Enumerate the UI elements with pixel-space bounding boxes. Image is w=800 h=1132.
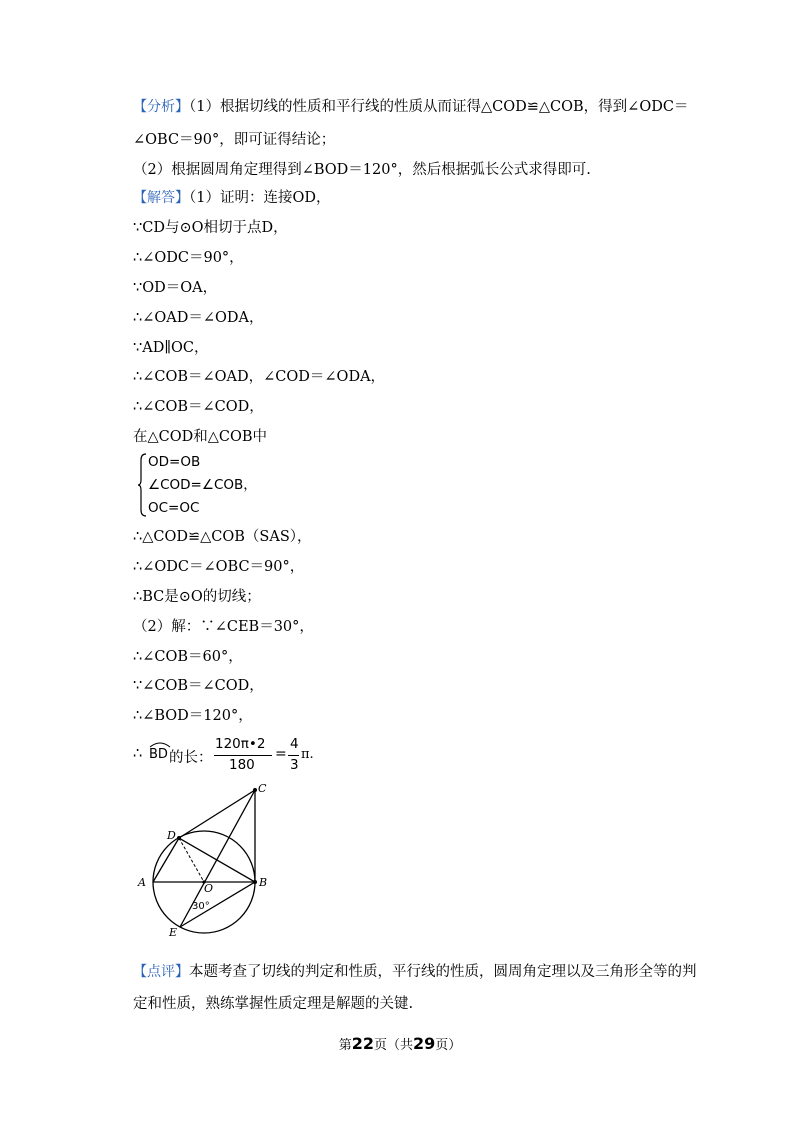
label-angle-30: 30°: [192, 901, 210, 912]
therefore-symbol: ∴: [133, 746, 143, 762]
label-e: E: [169, 926, 178, 939]
footer-pre: 第: [338, 1038, 352, 1053]
solution-line: ∵AD∥OC，: [133, 340, 209, 356]
analysis-line-2: ∠OBC＝90°，即可证得结论；: [133, 132, 336, 148]
analysis-line-1: [133, 97, 688, 117]
solution-line: ∴∠ODC＝∠OBC＝90°，: [133, 559, 305, 575]
solution-line: ∴∠COB＝60°，: [133, 649, 243, 665]
footer-mid: 页（共: [373, 1038, 413, 1053]
system-row-3: OC=OC: [148, 500, 200, 516]
label-c: C: [258, 782, 267, 795]
footer-total-pages: 29: [413, 1034, 436, 1053]
arc-suffix: 的长：: [169, 750, 213, 766]
arc-length-formula: [133, 738, 373, 774]
solution-first-text: （1）证明：连接OD，: [189, 190, 331, 206]
solution-tag: 【解答】: [133, 190, 189, 206]
analysis-text-1: （1）根据切线的性质和平行线的性质从而证得△COD≌△COB，得到∠ODC＝: [189, 99, 689, 115]
solution-line: ∴∠OAD＝∠ODA，: [133, 310, 264, 326]
solution-line: ∵OD＝OA，: [133, 280, 218, 296]
label-b: B: [259, 876, 268, 889]
page-footer: [0, 1034, 800, 1053]
segment-ad: [153, 838, 179, 882]
equals-sign: =: [275, 746, 287, 762]
solution-line: ∴∠COB＝∠COD，: [133, 399, 264, 415]
solution-line: ∴△COD≌△COB（SAS），: [133, 529, 312, 545]
brace-icon: [138, 452, 148, 518]
footer-post: 页）: [435, 1038, 462, 1053]
comment-line-1: [133, 962, 697, 982]
point-c: [253, 788, 257, 792]
solution-line: ∴∠BOD＝120°，: [133, 708, 253, 724]
system-row-1: OD=OB: [148, 454, 201, 470]
label-o: O: [204, 882, 214, 895]
comment-tag: 【点评】: [133, 964, 189, 980]
solution-line: 在△COD和△COB中: [133, 429, 268, 445]
solution-line: ∴∠COB＝∠OAD，∠COD＝∠ODA，: [133, 369, 386, 385]
solution-line: ∴BC是⊙O的切线；: [133, 589, 261, 605]
pi-tail: π.: [301, 747, 314, 762]
solution-line-first: [133, 188, 331, 208]
segment-cd: [179, 790, 255, 838]
footer-page-number: 22: [351, 1034, 374, 1053]
arc-label: BD: [149, 747, 168, 762]
geometry-figure: [133, 772, 273, 942]
analysis-line-3: （2）根据圆周角定理得到∠BOD＝120°，然后根据弧长公式求得即可.: [133, 162, 591, 178]
solution-line: ∵∠COB＝∠COD，: [133, 678, 264, 694]
point-b: [253, 880, 257, 884]
label-d: D: [167, 829, 176, 842]
fraction-2-bar: [288, 755, 299, 756]
point-d: [177, 836, 181, 840]
fraction-1-bar: [214, 755, 272, 756]
equation-system: [138, 452, 288, 518]
fraction-1-denominator: 180: [229, 757, 255, 773]
comment-text-1: 本题考查了切线的判定和性质，平行线的性质，圆周角定理以及三角形全等的判: [189, 964, 697, 980]
system-row-2: ∠COD=∠COB，: [148, 477, 257, 493]
fraction-2-denominator: 3: [290, 757, 299, 773]
solution-line: （2）解：∵∠CEB＝30°，: [133, 619, 314, 635]
label-a: A: [138, 876, 146, 889]
analysis-tag: 【分析】: [133, 99, 189, 115]
solution-line: ∴∠ODC＝90°，: [133, 250, 244, 266]
comment-line-2: 定和性质，熟练掌握性质定理是解题的关键.: [133, 996, 414, 1012]
fraction-2-numerator: 4: [290, 736, 299, 752]
fraction-1-numerator: 120π•2: [215, 736, 266, 752]
solution-line: ∵CD与⊙O相切于点D，: [133, 220, 288, 236]
